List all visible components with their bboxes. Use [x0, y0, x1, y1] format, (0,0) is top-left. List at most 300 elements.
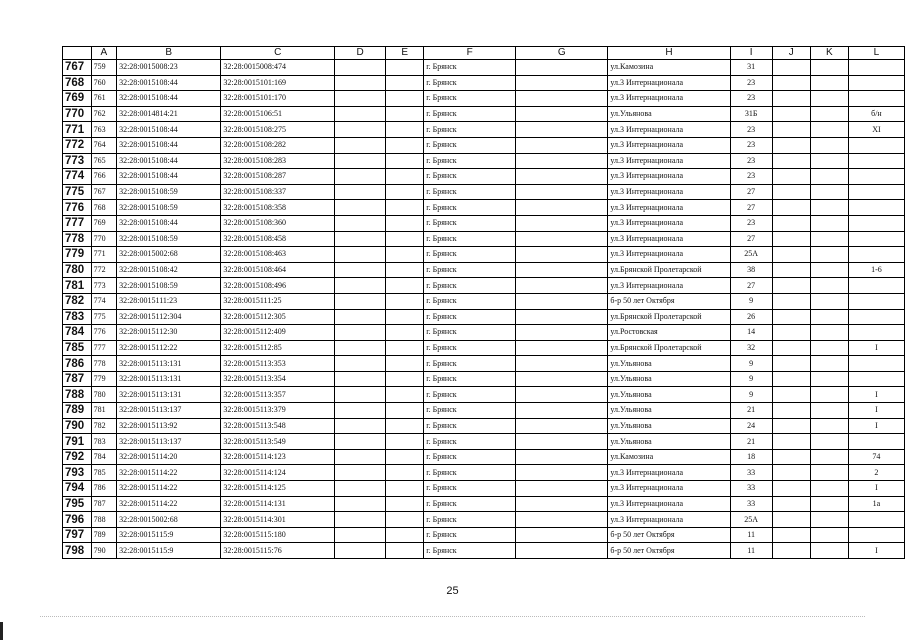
cell-f[interactable]: г. Брянск [424, 309, 516, 325]
cell-l[interactable]: 74 [848, 449, 904, 465]
row-number[interactable]: 783 [63, 309, 92, 325]
cell-h[interactable]: ул.3 Интернационала [608, 215, 730, 231]
cell-b[interactable]: 32:28:0015114:22 [117, 496, 221, 512]
cell-l[interactable] [848, 215, 904, 231]
cell-a[interactable]: 783 [91, 434, 116, 450]
cell-a[interactable]: 763 [91, 122, 116, 138]
cell-e[interactable] [386, 75, 424, 91]
cell-f[interactable]: г. Брянск [424, 200, 516, 216]
cell-f[interactable]: г. Брянск [424, 356, 516, 372]
cell-f[interactable]: г. Брянск [424, 169, 516, 185]
cell-j[interactable] [772, 543, 810, 559]
cell-e[interactable] [386, 371, 424, 387]
cell-b[interactable]: 32:28:0015114:22 [117, 465, 221, 481]
cell-l[interactable] [848, 527, 904, 543]
cell-l[interactable] [848, 231, 904, 247]
cell-k[interactable] [810, 371, 848, 387]
cell-e[interactable] [386, 434, 424, 450]
cell-e[interactable] [386, 153, 424, 169]
column-header-g[interactable]: G [516, 47, 608, 60]
cell-j[interactable] [772, 200, 810, 216]
cell-g[interactable] [516, 340, 608, 356]
cell-j[interactable] [772, 434, 810, 450]
cell-h[interactable]: б-р 50 лет Октября [608, 293, 730, 309]
cell-c[interactable]: 32:28:0015108:275 [221, 122, 335, 138]
cell-j[interactable] [772, 449, 810, 465]
cell-j[interactable] [772, 512, 810, 528]
cell-d[interactable] [335, 278, 386, 294]
cell-d[interactable] [335, 527, 386, 543]
cell-i[interactable]: 33 [730, 481, 772, 497]
cell-c[interactable]: 32:28:0015113:353 [221, 356, 335, 372]
cell-f[interactable]: г. Брянск [424, 215, 516, 231]
cell-b[interactable]: 32:28:0015108:44 [117, 75, 221, 91]
cell-e[interactable] [386, 527, 424, 543]
cell-f[interactable]: г. Брянск [424, 231, 516, 247]
cell-g[interactable] [516, 309, 608, 325]
row-number[interactable]: 785 [63, 340, 92, 356]
cell-l[interactable] [848, 200, 904, 216]
cell-k[interactable] [810, 262, 848, 278]
cell-c[interactable]: 32:28:0015113:379 [221, 403, 335, 419]
cell-l[interactable] [848, 512, 904, 528]
cell-c[interactable]: 32:28:0015108:282 [221, 137, 335, 153]
cell-j[interactable] [772, 91, 810, 107]
cell-l[interactable]: XI [848, 122, 904, 138]
cell-c[interactable]: 32:28:0015108:337 [221, 184, 335, 200]
cell-f[interactable]: г. Брянск [424, 325, 516, 341]
cell-i[interactable]: 24 [730, 418, 772, 434]
cell-d[interactable] [335, 215, 386, 231]
cell-e[interactable] [386, 418, 424, 434]
cell-j[interactable] [772, 387, 810, 403]
cell-a[interactable]: 785 [91, 465, 116, 481]
cell-g[interactable] [516, 91, 608, 107]
row-number[interactable]: 789 [63, 403, 92, 419]
cell-f[interactable]: г. Брянск [424, 247, 516, 263]
cell-l[interactable]: I [848, 403, 904, 419]
cell-e[interactable] [386, 122, 424, 138]
cell-i[interactable]: 32 [730, 340, 772, 356]
cell-b[interactable]: 32:28:0015115:9 [117, 527, 221, 543]
cell-i[interactable]: 9 [730, 293, 772, 309]
row-number[interactable]: 776 [63, 200, 92, 216]
cell-a[interactable]: 777 [91, 340, 116, 356]
row-number[interactable]: 794 [63, 481, 92, 497]
cell-a[interactable]: 772 [91, 262, 116, 278]
cell-i[interactable]: 33 [730, 496, 772, 512]
row-number[interactable]: 769 [63, 91, 92, 107]
row-number[interactable]: 775 [63, 184, 92, 200]
cell-e[interactable] [386, 137, 424, 153]
cell-j[interactable] [772, 75, 810, 91]
cell-b[interactable]: 32:28:0015114:20 [117, 449, 221, 465]
cell-k[interactable] [810, 215, 848, 231]
column-header-k[interactable]: K [810, 47, 848, 60]
cell-c[interactable]: 32:28:0015112:305 [221, 309, 335, 325]
cell-e[interactable] [386, 403, 424, 419]
cell-l[interactable]: 1а [848, 496, 904, 512]
cell-i[interactable]: 23 [730, 153, 772, 169]
cell-h[interactable]: ул.Ульянова [608, 403, 730, 419]
cell-i[interactable]: 27 [730, 200, 772, 216]
cell-g[interactable] [516, 60, 608, 76]
cell-a[interactable]: 759 [91, 60, 116, 76]
cell-d[interactable] [335, 543, 386, 559]
cell-i[interactable]: 11 [730, 543, 772, 559]
cell-g[interactable] [516, 153, 608, 169]
cell-i[interactable]: 33 [730, 465, 772, 481]
cell-l[interactable]: I [848, 418, 904, 434]
cell-b[interactable]: 32:28:0015113:92 [117, 418, 221, 434]
cell-b[interactable]: 32:28:0015115:9 [117, 543, 221, 559]
cell-c[interactable]: 32:28:0015111:25 [221, 293, 335, 309]
cell-d[interactable] [335, 75, 386, 91]
cell-j[interactable] [772, 356, 810, 372]
cell-j[interactable] [772, 231, 810, 247]
cell-d[interactable] [335, 60, 386, 76]
cell-f[interactable]: г. Брянск [424, 122, 516, 138]
cell-j[interactable] [772, 122, 810, 138]
cell-k[interactable] [810, 340, 848, 356]
cell-f[interactable]: г. Брянск [424, 278, 516, 294]
cell-j[interactable] [772, 340, 810, 356]
cell-f[interactable]: г. Брянск [424, 91, 516, 107]
cell-b[interactable]: 32:28:0015002:68 [117, 247, 221, 263]
cell-h[interactable]: ул.3 Интернационала [608, 153, 730, 169]
cell-h[interactable]: ул.3 Интернационала [608, 91, 730, 107]
cell-f[interactable]: г. Брянск [424, 543, 516, 559]
row-number[interactable]: 797 [63, 527, 92, 543]
cell-d[interactable] [335, 200, 386, 216]
cell-a[interactable]: 775 [91, 309, 116, 325]
row-number[interactable]: 781 [63, 278, 92, 294]
cell-g[interactable] [516, 527, 608, 543]
cell-b[interactable]: 32:28:0014814:21 [117, 106, 221, 122]
cell-l[interactable] [848, 75, 904, 91]
cell-i[interactable]: 9 [730, 387, 772, 403]
cell-l[interactable]: 2 [848, 465, 904, 481]
cell-a[interactable]: 762 [91, 106, 116, 122]
cell-d[interactable] [335, 325, 386, 341]
cell-a[interactable]: 768 [91, 200, 116, 216]
cell-h[interactable]: ул.Ульянова [608, 387, 730, 403]
cell-f[interactable]: г. Брянск [424, 340, 516, 356]
cell-l[interactable] [848, 293, 904, 309]
cell-k[interactable] [810, 91, 848, 107]
cell-e[interactable] [386, 184, 424, 200]
cell-e[interactable] [386, 60, 424, 76]
cell-g[interactable] [516, 465, 608, 481]
row-number[interactable]: 790 [63, 418, 92, 434]
cell-h[interactable]: ул.Ульянова [608, 106, 730, 122]
cell-k[interactable] [810, 449, 848, 465]
cell-k[interactable] [810, 75, 848, 91]
cell-k[interactable] [810, 325, 848, 341]
cell-f[interactable]: г. Брянск [424, 293, 516, 309]
cell-c[interactable]: 32:28:0015113:549 [221, 434, 335, 450]
cell-g[interactable] [516, 278, 608, 294]
cell-c[interactable]: 32:28:0015112:85 [221, 340, 335, 356]
cell-k[interactable] [810, 169, 848, 185]
cell-h[interactable]: ул.3 Интернационала [608, 184, 730, 200]
cell-k[interactable] [810, 309, 848, 325]
cell-h[interactable]: ул.Брянской Пролетарской [608, 340, 730, 356]
cell-a[interactable]: 766 [91, 169, 116, 185]
cell-h[interactable]: ул.Ростовская [608, 325, 730, 341]
cell-h[interactable]: ул.3 Интернационала [608, 247, 730, 263]
row-number[interactable]: 772 [63, 137, 92, 153]
cell-g[interactable] [516, 418, 608, 434]
cell-d[interactable] [335, 91, 386, 107]
cell-g[interactable] [516, 543, 608, 559]
cell-k[interactable] [810, 418, 848, 434]
cell-e[interactable] [386, 481, 424, 497]
cell-d[interactable] [335, 137, 386, 153]
cell-l[interactable] [848, 371, 904, 387]
cell-a[interactable]: 788 [91, 512, 116, 528]
cell-a[interactable]: 782 [91, 418, 116, 434]
cell-c[interactable]: 32:28:0015106:51 [221, 106, 335, 122]
cell-e[interactable] [386, 278, 424, 294]
cell-k[interactable] [810, 481, 848, 497]
cell-j[interactable] [772, 496, 810, 512]
cell-f[interactable]: г. Брянск [424, 418, 516, 434]
cell-d[interactable] [335, 481, 386, 497]
cell-d[interactable] [335, 309, 386, 325]
cell-f[interactable]: г. Брянск [424, 262, 516, 278]
column-header-h[interactable]: H [608, 47, 730, 60]
cell-d[interactable] [335, 449, 386, 465]
cell-f[interactable]: г. Брянск [424, 465, 516, 481]
cell-d[interactable] [335, 122, 386, 138]
cell-d[interactable] [335, 434, 386, 450]
cell-e[interactable] [386, 200, 424, 216]
cell-e[interactable] [386, 91, 424, 107]
cell-g[interactable] [516, 403, 608, 419]
column-header-d[interactable]: D [335, 47, 386, 60]
cell-a[interactable]: 779 [91, 371, 116, 387]
cell-e[interactable] [386, 387, 424, 403]
cell-e[interactable] [386, 325, 424, 341]
cell-h[interactable]: ул.Ульянова [608, 434, 730, 450]
cell-a[interactable]: 774 [91, 293, 116, 309]
cell-d[interactable] [335, 340, 386, 356]
cell-d[interactable] [335, 231, 386, 247]
column-header-e[interactable]: E [386, 47, 424, 60]
cell-i[interactable]: 27 [730, 231, 772, 247]
cell-i[interactable]: 23 [730, 137, 772, 153]
cell-l[interactable] [848, 169, 904, 185]
column-header-i[interactable]: I [730, 47, 772, 60]
cell-a[interactable]: 771 [91, 247, 116, 263]
cell-i[interactable]: 31 [730, 60, 772, 76]
cell-i[interactable]: 18 [730, 449, 772, 465]
cell-g[interactable] [516, 137, 608, 153]
cell-g[interactable] [516, 75, 608, 91]
cell-d[interactable] [335, 153, 386, 169]
cell-c[interactable]: 32:28:0015115:76 [221, 543, 335, 559]
cell-c[interactable]: 32:28:0015108:458 [221, 231, 335, 247]
cell-g[interactable] [516, 371, 608, 387]
row-number[interactable]: 782 [63, 293, 92, 309]
cell-c[interactable]: 32:28:0015112:409 [221, 325, 335, 341]
cell-c[interactable]: 32:28:0015108:463 [221, 247, 335, 263]
cell-l[interactable] [848, 356, 904, 372]
cell-e[interactable] [386, 231, 424, 247]
cell-e[interactable] [386, 496, 424, 512]
cell-a[interactable]: 776 [91, 325, 116, 341]
cell-i[interactable]: 25А [730, 512, 772, 528]
cell-a[interactable]: 765 [91, 153, 116, 169]
cell-g[interactable] [516, 449, 608, 465]
cell-k[interactable] [810, 543, 848, 559]
cell-i[interactable]: 21 [730, 434, 772, 450]
cell-k[interactable] [810, 137, 848, 153]
cell-k[interactable] [810, 512, 848, 528]
row-number[interactable]: 779 [63, 247, 92, 263]
cell-k[interactable] [810, 387, 848, 403]
cell-k[interactable] [810, 184, 848, 200]
cell-e[interactable] [386, 309, 424, 325]
row-number[interactable]: 774 [63, 169, 92, 185]
cell-c[interactable]: 32:28:0015114:301 [221, 512, 335, 528]
cell-c[interactable]: 32:28:0015108:360 [221, 215, 335, 231]
cell-a[interactable]: 761 [91, 91, 116, 107]
cell-c[interactable]: 32:28:0015113:357 [221, 387, 335, 403]
cell-d[interactable] [335, 403, 386, 419]
cell-i[interactable]: 23 [730, 122, 772, 138]
cell-i[interactable]: 23 [730, 75, 772, 91]
cell-g[interactable] [516, 169, 608, 185]
cell-f[interactable]: г. Брянск [424, 137, 516, 153]
row-number[interactable]: 773 [63, 153, 92, 169]
cell-h[interactable]: ул.3 Интернационала [608, 481, 730, 497]
cell-h[interactable]: ул.3 Интернационала [608, 496, 730, 512]
cell-g[interactable] [516, 122, 608, 138]
cell-a[interactable]: 760 [91, 75, 116, 91]
row-number[interactable]: 791 [63, 434, 92, 450]
cell-c[interactable]: 32:28:0015113:548 [221, 418, 335, 434]
cell-i[interactable]: 9 [730, 371, 772, 387]
cell-i[interactable]: 38 [730, 262, 772, 278]
cell-a[interactable]: 786 [91, 481, 116, 497]
cell-h[interactable]: ул.Ульянова [608, 418, 730, 434]
column-header-l[interactable]: L [848, 47, 904, 60]
cell-j[interactable] [772, 215, 810, 231]
cell-d[interactable] [335, 356, 386, 372]
cell-b[interactable]: 32:28:0015108:44 [117, 122, 221, 138]
cell-i[interactable]: 25А [730, 247, 772, 263]
cell-l[interactable]: 1-6 [848, 262, 904, 278]
cell-b[interactable]: 32:28:0015108:44 [117, 215, 221, 231]
cell-j[interactable] [772, 309, 810, 325]
cell-l[interactable] [848, 91, 904, 107]
cell-b[interactable]: 32:28:0015108:44 [117, 91, 221, 107]
cell-j[interactable] [772, 278, 810, 294]
column-header-f[interactable]: F [424, 47, 516, 60]
cell-j[interactable] [772, 153, 810, 169]
cell-l[interactable] [848, 325, 904, 341]
cell-j[interactable] [772, 247, 810, 263]
cell-l[interactable]: б/н [848, 106, 904, 122]
cell-d[interactable] [335, 418, 386, 434]
cell-k[interactable] [810, 231, 848, 247]
cell-h[interactable]: ул.Брянской Пролетарской [608, 262, 730, 278]
cell-d[interactable] [335, 184, 386, 200]
cell-l[interactable]: I [848, 481, 904, 497]
cell-c[interactable]: 32:28:0015108:464 [221, 262, 335, 278]
cell-i[interactable]: 21 [730, 403, 772, 419]
cell-h[interactable]: ул.3 Интернационала [608, 169, 730, 185]
cell-h[interactable]: ул.Ульянова [608, 371, 730, 387]
cell-e[interactable] [386, 543, 424, 559]
cell-f[interactable]: г. Брянск [424, 481, 516, 497]
cell-b[interactable]: 32:28:0015108:59 [117, 231, 221, 247]
cell-j[interactable] [772, 371, 810, 387]
cell-f[interactable]: г. Брянск [424, 434, 516, 450]
cell-c[interactable]: 32:28:0015108:287 [221, 169, 335, 185]
cell-h[interactable]: ул.Камозина [608, 60, 730, 76]
cell-l[interactable]: I [848, 543, 904, 559]
cell-d[interactable] [335, 106, 386, 122]
column-header-a[interactable]: A [91, 47, 116, 60]
cell-k[interactable] [810, 153, 848, 169]
cell-d[interactable] [335, 262, 386, 278]
cell-h[interactable]: ул.3 Интернационала [608, 231, 730, 247]
cell-l[interactable] [848, 247, 904, 263]
cell-e[interactable] [386, 247, 424, 263]
cell-a[interactable]: 764 [91, 137, 116, 153]
cell-j[interactable] [772, 527, 810, 543]
cell-b[interactable]: 32:28:0015112:22 [117, 340, 221, 356]
cell-c[interactable]: 32:28:0015113:354 [221, 371, 335, 387]
cell-b[interactable]: 32:28:0015111:23 [117, 293, 221, 309]
row-number[interactable]: 793 [63, 465, 92, 481]
cell-k[interactable] [810, 403, 848, 419]
cell-c[interactable]: 32:28:0015114:131 [221, 496, 335, 512]
cell-a[interactable]: 789 [91, 527, 116, 543]
cell-c[interactable]: 32:28:0015008:474 [221, 60, 335, 76]
cell-i[interactable]: 14 [730, 325, 772, 341]
cell-k[interactable] [810, 527, 848, 543]
cell-d[interactable] [335, 512, 386, 528]
cell-j[interactable] [772, 465, 810, 481]
cell-l[interactable] [848, 434, 904, 450]
cell-k[interactable] [810, 200, 848, 216]
cell-k[interactable] [810, 356, 848, 372]
cell-e[interactable] [386, 262, 424, 278]
cell-g[interactable] [516, 106, 608, 122]
cell-l[interactable] [848, 278, 904, 294]
cell-c[interactable]: 32:28:0015108:496 [221, 278, 335, 294]
cell-f[interactable]: г. Брянск [424, 496, 516, 512]
cell-h[interactable]: ул.Ульянова [608, 356, 730, 372]
cell-g[interactable] [516, 247, 608, 263]
cell-c[interactable]: 32:28:0015115:180 [221, 527, 335, 543]
cell-k[interactable] [810, 293, 848, 309]
row-number[interactable]: 787 [63, 371, 92, 387]
cell-h[interactable]: ул.3 Интернационала [608, 122, 730, 138]
cell-b[interactable]: 32:28:0015113:137 [117, 434, 221, 450]
cell-b[interactable]: 32:28:0015108:42 [117, 262, 221, 278]
cell-g[interactable] [516, 387, 608, 403]
cell-d[interactable] [335, 387, 386, 403]
cell-a[interactable]: 780 [91, 387, 116, 403]
cell-k[interactable] [810, 60, 848, 76]
cell-g[interactable] [516, 496, 608, 512]
column-header-j[interactable]: J [772, 47, 810, 60]
